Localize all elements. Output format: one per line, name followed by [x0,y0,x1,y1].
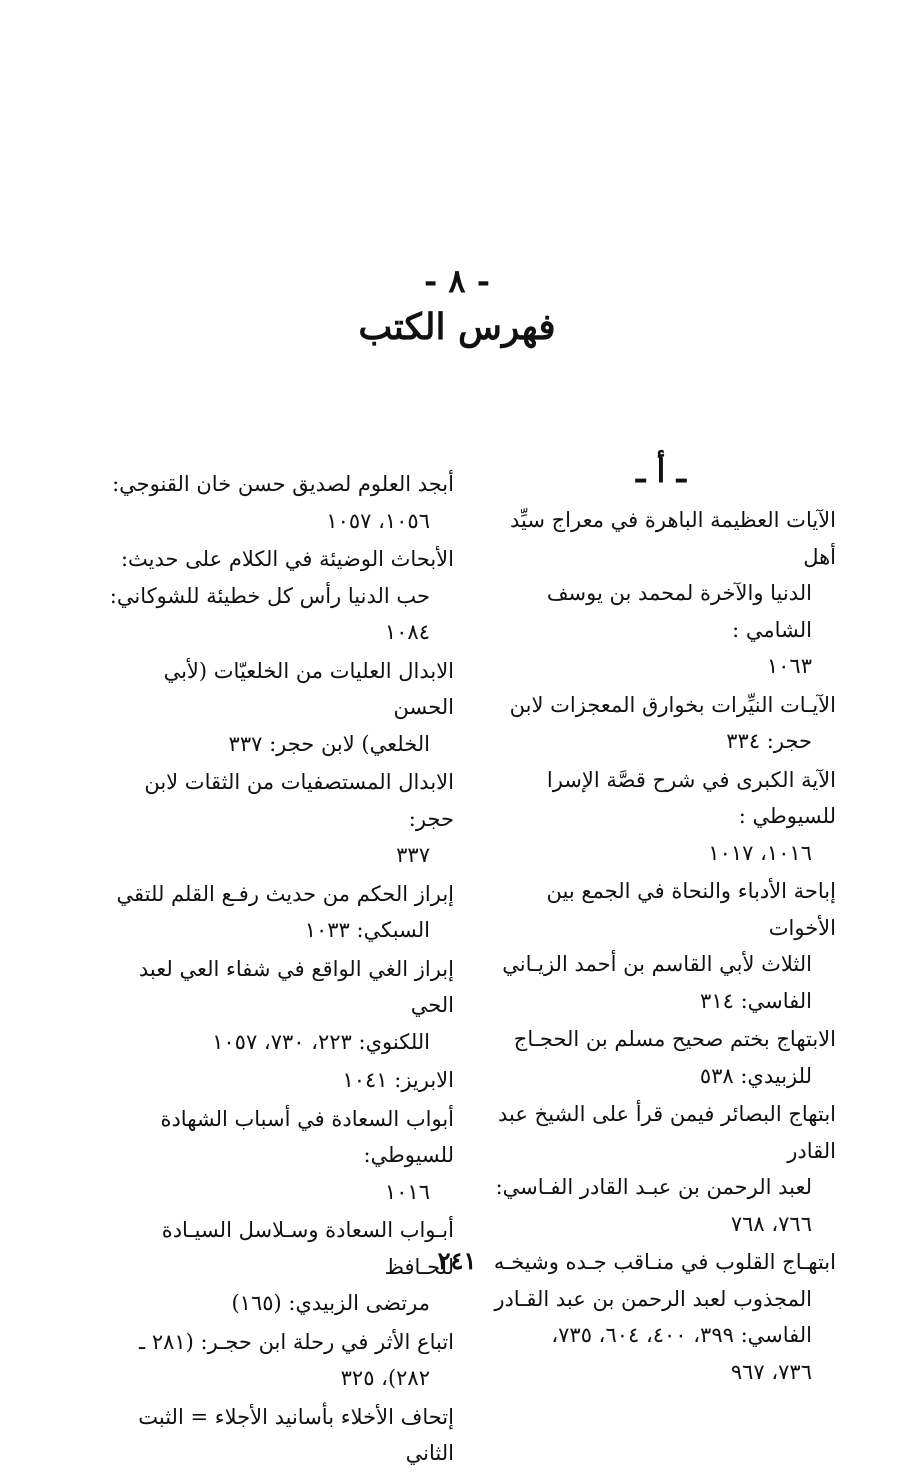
index-entry [104,541,454,651]
entry-title-line: الابتهاج بختم صحيح مسلم بن الحجـاج [513,1027,836,1051]
index-entry [486,762,836,872]
entry-title-line: الآيـات النيِّرات بخوارق المعجزات لابن [509,692,836,717]
entry-title-line: إتحاف الأخلاء بأسانيد الأجلاء = الثبت الثاني [138,1404,454,1465]
index-entry [104,1101,454,1211]
index-entry [486,873,836,1019]
entry-continuation-line: الخلعي) لابن حجر: ٣٣٧ [228,731,430,756]
entry-continuation-line: ٧٦٦، ٧٦٨ [730,1211,812,1236]
index-entry [104,466,454,539]
entry-continuation-line: الفاسي: ٣٩٩، ٤٠٠، ٦٠٤، ٧٣٥، [551,1323,812,1347]
entry-continuation-line: حجر: ٣٣٤ [726,729,812,753]
entry-title-line: أبـواب السعادة وسـلاسل السيـادة للحـافظ [161,1218,454,1279]
index-entry [104,1324,454,1397]
entry-title-line: أبواب السعادة في أسباب الشهادة للسيوطي: [160,1106,454,1167]
index-entry [104,653,454,763]
entry-title-line: الآيات العظيمة الباهرة في معراج سيِّد أهل [509,508,836,569]
entry-title-line: الآية الكبرى في شرح قصَّة الإسرا للسيوطي : [546,767,836,828]
entry-title-line: ابتهـاج القلوب في منـاقب جـده وشيخـه [493,1250,836,1274]
entry-continuation-line: اللكنوي: ٢٢٣، ٧٣٠، ١٠٥٧ [212,1029,430,1054]
entry-continuation-line: الفاسي: ٣١٤ [700,988,812,1013]
chapter-number: - ٨ - [423,262,491,300]
index-column-left [104,466,454,1474]
index-entry [104,876,454,949]
entry-continuation-line: ١٠٦٣ [766,654,812,678]
entry-continuation-line: المجذوب لعبد الرحمن بن عبد القـادر [494,1286,812,1311]
entry-title-line: الابدال العليات من الخلعيّات (لأبي الحسن [163,658,454,719]
entry-continuation-line: للزبيدي: ٥٣٨ [699,1063,812,1088]
entry-continuation-line: الدنيا والآخرة لمحمد بن يوسف الشامي : [546,581,812,642]
entry-continuation-line: ١٠٨٤ [384,620,430,644]
index-entry [104,951,454,1061]
entry-continuation-line: ١٠١٦ [384,1179,430,1204]
index-entry [104,764,454,874]
entry-title-line: ابتهاج البصائر فيمن قرأ على الشيخ عبد القادر [497,1102,836,1163]
entry-continuation-line: ٢٨٢)، ٣٢٥ [340,1366,430,1390]
entry-continuation-line: ١٠١٦، ١٠١٧ [708,840,812,865]
entry-title-line: إبراز الحكم من حديث رفـع القلم للتقي [116,881,454,906]
left-entries [104,466,454,1472]
entry-continuation-line: حب الدنيا رأس كل خطيئة للشوكاني: [109,583,430,608]
section-letter-heading: ـ أ ـ [636,452,686,490]
index-entry [104,1062,454,1099]
entry-continuation-line: السبكي: ١٠٣٣ [304,918,430,942]
entry-title-line: الابريز: ١٠٤١ [342,1068,454,1092]
entry-continuation-line: الثلاث لأبي القاسم بن أحمد الزيـاني [502,952,812,976]
entry-title-line: أبجد العلوم لصديق حسن خان القنوجي: [112,472,454,496]
entry-title-line: إبراز الغي الواقع في شفاء العي لعبد الحي [138,956,454,1017]
index-entry [486,687,836,760]
index-entry [486,1096,836,1242]
page-number: ٢٤١ [437,1246,477,1275]
entry-title-line: اتباع الأثر في رحلة ابن حجـر: (٢٨١ ـ [139,1329,454,1354]
entry-title-line: الابدال المستصفيات من الثقات لابن حجر: [144,770,454,831]
index-entry [486,502,836,685]
entry-continuation-line: ١٠٥٦، ١٠٥٧ [326,508,430,533]
index-entry [486,1021,836,1094]
entry-continuation-line: لعبد الرحمن بن عبـد القادر الفـاسي: [495,1175,812,1199]
entry-continuation-line: ٧٣٦، ٩٦٧ [730,1359,812,1384]
entry-title-line: إباحة الأدباء والنحاة في الجمع بين الأخوات [546,879,836,940]
page-title: فهرس الكتب [358,306,556,348]
entry-continuation-line: ٣٣٧ [396,843,430,867]
index-entry [104,1399,454,1472]
entry-continuation-line: مرتضى الزبيدي: (١٦٥) [231,1291,430,1315]
entry-title-line: الأبحاث الوضيئة في الكلام على حديث: [120,547,454,571]
